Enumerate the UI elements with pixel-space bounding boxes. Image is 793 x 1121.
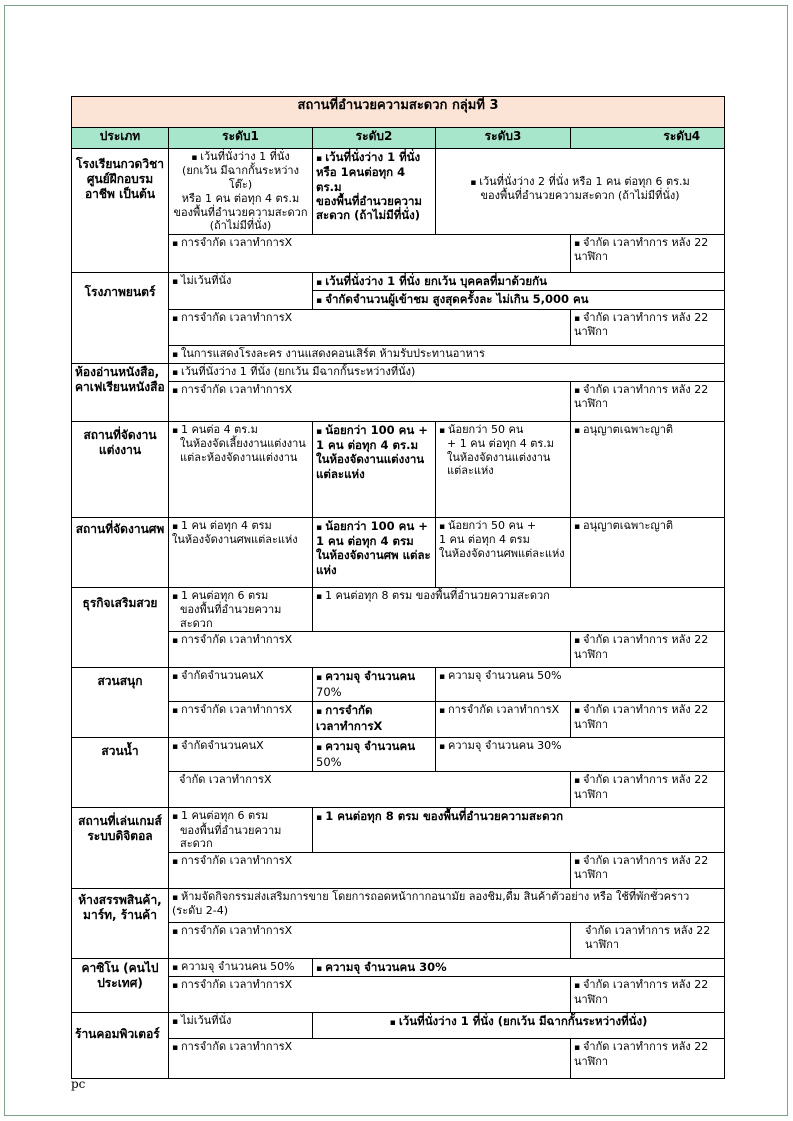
school-hours: ▪ การจำกัด เวลาทำการX (169, 235, 571, 273)
school-level-1: ▪ เว้นที่นั่งว่าง 1 ที่นั่ง (ยกเว้น มีฉากกั้นระหว่างโต๊ะ) หรือ 1 คน ต่อทุก 4 ตร.ม ของพื้นที่อำนวยความสะดวก (ถ้าไม่มีที่นั่ง) (169, 149, 313, 235)
pc-level-4-hours: ▪ จำกัด เวลาทำการ หลัง 22 นาฬิกา (571, 1039, 725, 1079)
casino-level-1: ▪ ความจุ จำนวนคน 50% (169, 959, 313, 977)
school-level-34: ▪ เว้นที่นั่งว่าง 2 ที่นั่ง หรือ 1 คน ต่อทุก 6 ตร.ม ของพื้นที่อำนวยความสะดวก (ถ้าไม่มีที่นั่ง) (436, 149, 725, 235)
wedding-level-1: ▪ 1 คนต่อ 4 ตร.ม ในห้องจัดเลี้ยงงานแต่งงาน แต่ละห้องจัดงานแต่งงาน (169, 421, 313, 517)
mall-hours: ▪ การจำกัด เวลาทำการX (169, 923, 571, 959)
category-cinema: โรงภาพยนตร์ (72, 273, 169, 364)
pc-level-234: ▪ เว้นที่นั่งว่าง 1 ที่นั่ง (ยกเว้น มีฉากกั้นระหว่างที่นั่ง) (313, 1013, 725, 1039)
category-beauty: ธุรกิจเสริมสวย (72, 587, 169, 668)
mall-note: ▪ ห้ามจัดกิจกรรมส่งเสริมการขาย โดยการถอดหน้ากากอนามัย ลองชิม,ดื่ม สินค้าตัวอย่าง หรือ ใช้ที่พักชั่วคราว (ระดับ 2-4) (169, 889, 725, 923)
amusement-level-4-hours: ▪ จำกัด เวลาทำการ หลัง 22 นาฬิกา (571, 702, 725, 738)
casino-hours: ▪ การจำกัด เวลาทำการX (169, 977, 571, 1013)
water-level-2: ▪ ความจุ จำนวนคน 50% (313, 738, 436, 772)
header-level-1: ระดับ1 (169, 128, 313, 149)
water-level-4-hours: ▪ จำกัด เวลาทำการ หลัง 22 นาฬิกา (571, 772, 725, 808)
game-level-1: ▪ 1 คนต่อทุก 6 ตรม ของพื้นที่อำนวยความสะดวก (169, 808, 313, 853)
game-level-234: ▪ 1 คนต่อทุก 8 ตรม ของพื้นที่อำนวยความสะดวก (313, 808, 725, 853)
amusement-level-34: ▪ ความจุ จำนวนคน 50% (436, 668, 725, 702)
pc-footnote: pc (71, 1077, 86, 1091)
cinema-note: ▪ ในการแสดงโรงละคร งานแสดงคอนเสิร์ต ห้ามรับประทานอาหาร (169, 345, 725, 363)
category-water-park: สวนน้ำ (72, 738, 169, 808)
pc-level-1: ▪ ไม่เว้นที่นั่ง (169, 1013, 313, 1039)
game-level-4-hours: ▪ จำกัด เวลาทำการ หลัง 22 นาฬิกา (571, 853, 725, 889)
category-casino: คาซิโน (คนไปประเทศ) (72, 959, 169, 1013)
funeral-level-3: ▪ น้อยกว่า 50 คน + 1 คน ต่อทุก 4 ตรม ในห้องจัดงานศพแต่ละแห่ง (436, 517, 571, 587)
amusement-level-2: ▪ ความจุ จำนวนคน 70% (313, 668, 436, 702)
casino-level-4-hours: ▪ จำกัด เวลาทำการ หลัง 22 นาฬิกา (571, 977, 725, 1013)
header-type: ประเภท (72, 128, 169, 149)
casino-level-234: ▪ ความจุ จำนวนคน 30% (313, 959, 725, 977)
wedding-level-3: ▪ น้อยกว่า 50 คน + 1 คน ต่อทุก 4 ตร.ม ในห้องจัดงานแต่งงาน แต่ละแห่ง (436, 421, 571, 517)
facility-table (71, 96, 725, 1079)
table-title: สถานที่อำนวยความสะดวก กลุ่มที่ 3 (72, 97, 725, 128)
reading-seat-rule: ▪ เว้นที่นั่งว่าง 1 ที่นั่ง (ยกเว้น มีฉากกั้นระหว่างที่นั่ง) (169, 363, 725, 381)
amusement-hours-1: ▪ การจำกัด เวลาทำการX (169, 702, 313, 738)
category-amusement: สวนสนุก (72, 668, 169, 738)
category-funeral: สถานที่จัดงานศพ (72, 517, 169, 587)
water-hours: จำกัด เวลาทำการX (169, 772, 571, 808)
category-wedding: สถานที่จัดงานแต่งงาน (72, 421, 169, 517)
beauty-level-1: ▪ 1 คนต่อทุก 6 ตรม ของพื้นที่อำนวยความสะดวก (169, 587, 313, 632)
wedding-level-2: ▪ น้อยกว่า 100 คน + 1 คน ต่อทุก 4 ตร.ม ในห้องจัดงานแต่งงาน แต่ละแห่ง (313, 421, 436, 517)
category-game: สถานที่เล่นเกมส์ระบบดิจิตอล (72, 808, 169, 889)
category-pc-shop: ร้านคอมพิวเตอร์ (72, 1013, 169, 1079)
funeral-level-2: ▪ น้อยกว่า 100 คน + 1 คน ต่อทุก 4 ตรม ในห้องจัดงานศพ แต่ละแห่ง (313, 517, 436, 587)
cinema-level-1: ▪ ไม่เว้นที่นั่ง (169, 273, 313, 310)
category-reading-room: ห้องอ่านหนังสือ, คาเฟเรียนหนังสือ (72, 363, 169, 421)
amusement-level-1: ▪ จำกัดจำนวนคนX (169, 668, 313, 702)
header-level-4: ระดับ4 (571, 128, 725, 149)
beauty-hours: ▪ การจำกัด เวลาทำการX (169, 632, 571, 668)
school-level-2: ▪ เว้นที่นั่งว่าง 1 ที่นั่ง หรือ 1คนต่อทุก 4 ตร.ม ของพื้นที่อำนวยความสะดวก (ถ้าไม่มีที่นั่ง) (313, 149, 436, 235)
category-school: โรงเรียนกวดวิชา ศูนย์ฝึกอบรมอาชีพ เป็นต้น (72, 149, 169, 273)
header-level-3: ระดับ3 (436, 128, 571, 149)
amusement-hours-3: ▪ การจำกัด เวลาทำการX (436, 702, 571, 738)
cinema-level-4-hours: ▪ จำกัด เวลาทำการ หลัง 22 นาฬิกา (571, 309, 725, 345)
reading-level-4-hours: ▪ จำกัด เวลาทำการ หลัง 22 นาฬิกา (571, 381, 725, 421)
water-level-1: ▪ จำกัดจำนวนคนX (169, 738, 313, 772)
pc-hours: ▪ การจำกัด เวลาทำการX (169, 1039, 571, 1079)
beauty-level-234: ▪ 1 คนต่อทุก 8 ตรม ของพื้นที่อำนวยความสะดวก (313, 587, 725, 632)
cinema-seat-rule: ▪ เว้นที่นั่งว่าง 1 ที่นั่ง ยกเว้น บุคคลที่มาด้วยกัน (313, 273, 725, 291)
water-level-34: ▪ ความจุ จำนวนคน 30% (436, 738, 725, 772)
wedding-level-4: ▪ อนุญาตเฉพาะญาติ (571, 421, 725, 517)
mall-level-4-hours: จำกัด เวลาทำการ หลัง 22 นาฬิกา (571, 923, 725, 959)
header-level-2: ระดับ2 (313, 128, 436, 149)
school-level-4-hours: ▪ จำกัด เวลาทำการ หลัง 22 นาฬิกา (571, 235, 725, 273)
funeral-level-4: ▪ อนุญาตเฉพาะญาติ (571, 517, 725, 587)
reading-hours: ▪ การจำกัด เวลาทำการX (169, 381, 571, 421)
cinema-hours: ▪ การจำกัด เวลาทำการX (169, 309, 571, 345)
funeral-level-1: ▪ 1 คน ต่อทุก 4 ตรม ในห้องจัดงานศพแต่ละแห่ง (169, 517, 313, 587)
amusement-hours-2: ▪ การจำกัด เวลาทำการX (313, 702, 436, 738)
category-mall: ห้างสรรพสินค้า, มาร์ท, ร้านค้า (72, 889, 169, 959)
cinema-capacity-rule: ▪ จำกัดจำนวนผู้เข้าชม สูงสุดครั้งละ ไม่เกิน 5,000 คน (313, 291, 725, 309)
beauty-level-4-hours: ▪ จำกัด เวลาทำการ หลัง 22 นาฬิกา (571, 632, 725, 668)
game-hours: ▪ การจำกัด เวลาทำการX (169, 853, 571, 889)
